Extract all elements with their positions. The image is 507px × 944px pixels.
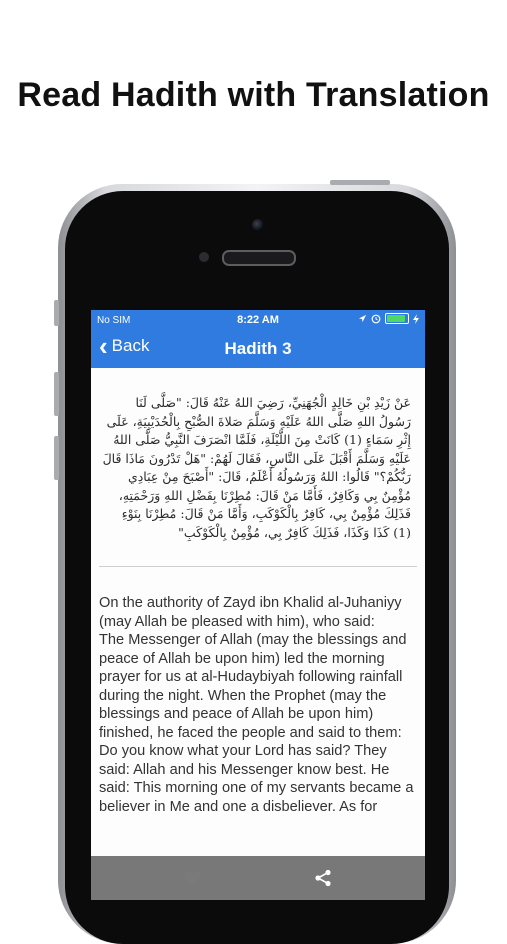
share-icon[interactable]	[313, 868, 333, 888]
proximity-sensor	[199, 252, 209, 262]
charging-icon	[413, 314, 419, 324]
location-icon	[358, 314, 367, 323]
back-label: Back	[111, 336, 150, 355]
chevron-left-icon: ‹	[99, 331, 108, 361]
status-bar	[91, 310, 425, 330]
bottom-toolbar	[91, 856, 425, 900]
app-screen	[91, 310, 425, 900]
hadith-translation-text: On the authority of Zayd ibn Khalid al-Juhaniyy (may Allah be pleased with him), who said: The Messenger of Allah (may the blessings and peace of Allah be upon him) led the morning prayer for us at al-Hudaybiyah following rainfall during the night. When the Prophet (may the blessings and peace of Allah be upon him) finished, he faced the people and said to them: Do you know what your Lord has said? They said: Allah and his Messenger know best. He said: This morning one of my servants became a believer in Me and one a disbeliever. As for	[99, 595, 414, 815]
earpiece-speaker	[222, 250, 296, 266]
hadith-arabic-text: عَنْ زَيْدِ بْنِ خَالِدٍ الْجُهَنِيِّ، رَضِيَ اللهُ عَنْهُ قَالَ: "صَلَّى لَنَا رَسُولُ اللهِ صَلَّى اللهُ عَلَيْهِ وَسَلَّمَ صَلاةَ الصُّبْحِ بِالْحُدَيْبِيَةِ، عَلَى إِثْرِ سَمَاءٍ (1) كَانَتْ مِنَ اللَّيْلَةِ، فَلَمَّا انْصَرَفَ النَّبِيُّ صَلَّى اللهُ عَلَيْهِ وَسَلَّمَ أَقْبَلَ عَلَى النَّاسِ، فَقَالَ لَهُمْ: "هَلْ تَدْرُونَ مَاذَا قَالَ رَبُّكُمْ؟" قَالُوا: اللهُ وَرَسُولُهُ أَعْلَمُ، قَالَ: "أَصْبَحَ مِنْ عِبَادِي مُؤْمِنٌ بِي وَكَافِرٌ، فَأَمَّا مَنْ قَالَ: مُطِرْنَا بِفَضْلِ اللهِ وَرَحْمَتِهِ، فَذَلِكَ مُؤْمِنٌ بِي، كَافِرٌ بِالْكَوْكَبِ، وَأَمَّا مَنْ قَالَ: مُطِرْنَا بِنَوْءِ (1) كَذَا وَكَذَا، فَذَلِكَ كَافِرٌ بِي، مُؤْمِنٌ بِالْكَوْكَبِ"	[102, 395, 411, 540]
front-camera	[252, 219, 264, 231]
page-title: Hadith 3	[224, 339, 292, 358]
navigation-bar	[91, 310, 425, 368]
mute-switch	[54, 300, 59, 326]
alarm-icon	[371, 314, 381, 324]
status-icons	[358, 313, 419, 324]
battery-icon	[385, 313, 409, 324]
volume-down-button	[54, 436, 59, 480]
clock: 8:22 AM	[237, 314, 279, 326]
heart-icon[interactable]	[183, 868, 203, 888]
carrier-label: No SIM	[97, 315, 131, 326]
divider	[99, 566, 417, 567]
promo-headline: Read Hadith with Translation	[17, 76, 490, 114]
power-button	[330, 180, 390, 185]
volume-up-button	[54, 372, 59, 416]
